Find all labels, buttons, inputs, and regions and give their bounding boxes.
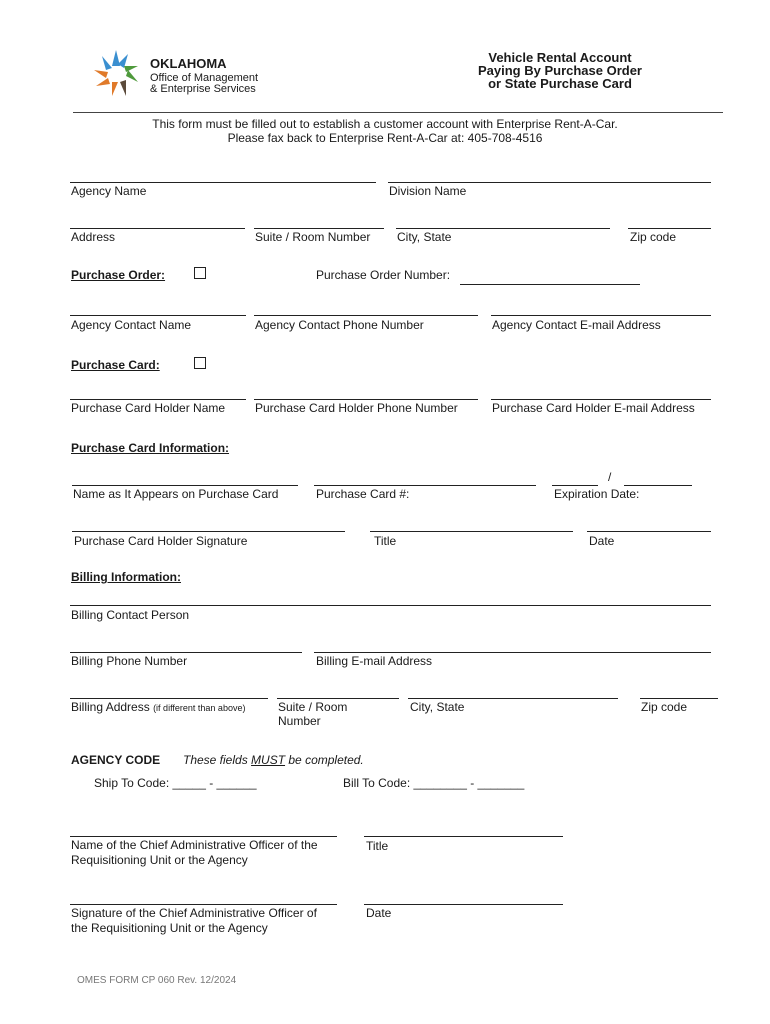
purchase-order-checkbox[interactable] (194, 267, 206, 279)
billing-city-state-label: City, State (410, 700, 465, 714)
logo-name: OKLAHOMA (150, 56, 227, 71)
card-holder-phone-label: Purchase Card Holder Phone Number (255, 401, 458, 415)
billing-email-label: Billing E-mail Address (316, 654, 433, 668)
purchase-order-label: Purchase Order: (71, 268, 166, 282)
billing-suite-field[interactable] (277, 698, 399, 699)
billing-contact-person-label: Billing Contact Person (71, 608, 190, 622)
division-name-label: Division Name (389, 184, 467, 198)
cao-date-label: Date (366, 906, 392, 920)
ship-to-code-field[interactable]: Ship To Code: _____ - ______ (94, 776, 257, 790)
billing-address-text: Billing Address (71, 700, 150, 714)
zip-field[interactable] (628, 228, 711, 229)
billing-city-state-field[interactable] (408, 698, 618, 699)
card-holder-name-field[interactable] (70, 399, 246, 400)
billing-address-field[interactable] (70, 698, 268, 699)
purchase-card-label: Purchase Card: (71, 358, 160, 372)
agency-code-note-post: be completed. (285, 753, 364, 767)
expiration-label: Expiration Date: (554, 487, 640, 501)
name-on-card-label: Name as It Appears on Purchase Card (73, 487, 279, 501)
cao-signature-label-1: Signature of the Chief Administrative Officer of (71, 906, 317, 920)
billing-address-label (71, 700, 245, 714)
address-field[interactable] (70, 228, 245, 229)
form-footer: OMES FORM CP 060 Rev. 12/2024 (77, 975, 237, 986)
cao-signature-field[interactable] (70, 904, 337, 905)
agency-contact-email-label: Agency Contact E-mail Address (492, 318, 661, 332)
city-state-field[interactable] (396, 228, 610, 229)
agency-code-note (183, 753, 364, 767)
billing-address-note: (if different than above) (153, 703, 246, 713)
division-name-field[interactable] (388, 182, 711, 183)
cao-title-field[interactable] (364, 836, 563, 837)
card-title-field[interactable] (370, 531, 573, 532)
po-number-label: Purchase Order Number: (316, 268, 451, 282)
expiration-slash: / (608, 470, 612, 484)
card-holder-signature-label: Purchase Card Holder Signature (74, 534, 248, 548)
address-label: Address (71, 230, 116, 244)
card-date-field[interactable] (587, 531, 711, 532)
oklahoma-star-logo-icon (90, 48, 142, 100)
billing-phone-field[interactable] (70, 652, 302, 653)
logo-line3: & Enterprise Services (150, 83, 256, 95)
name-on-card-field[interactable] (72, 485, 298, 486)
card-number-label: Purchase Card #: (316, 487, 410, 501)
card-holder-email-field[interactable] (491, 399, 711, 400)
card-holder-signature-field[interactable] (72, 531, 345, 532)
billing-suite-label-1: Suite / Room (278, 700, 348, 714)
po-number-field[interactable] (460, 284, 640, 285)
zip-label: Zip code (630, 230, 677, 244)
intro-line2: Please fax back to Enterprise Rent-A-Car at: 405-708-4516 (227, 131, 543, 145)
cao-name-label-2: Requisitioning Unit or the Agency (71, 853, 248, 867)
form-title-line1: Vehicle Rental Account (488, 50, 632, 65)
card-number-field[interactable] (314, 485, 536, 486)
agency-contact-phone-label: Agency Contact Phone Number (255, 318, 424, 332)
expiration-year-field[interactable] (624, 485, 692, 486)
form-title-line3: or State Purchase Card (488, 76, 632, 91)
cao-name-field[interactable] (70, 836, 337, 837)
cao-name-label-1: Name of the Chief Administrative Officer of the (71, 838, 318, 852)
form-title-line2: Paying By Purchase Order (477, 63, 642, 78)
cao-date-field[interactable] (364, 904, 563, 905)
agency-name-field[interactable] (70, 182, 376, 183)
purchase-card-checkbox[interactable] (194, 357, 206, 369)
card-title-label: Title (374, 534, 397, 548)
billing-zip-field[interactable] (640, 698, 718, 699)
expiration-month-field[interactable] (552, 485, 598, 486)
billing-zip-label: Zip code (641, 700, 688, 714)
card-holder-name-label: Purchase Card Holder Name (71, 401, 226, 415)
card-info-heading: Purchase Card Information: (71, 441, 230, 455)
billing-email-field[interactable] (314, 652, 711, 653)
intro-line1: This form must be filled out to establish a customer account with Enterprise Rent-A-Car. (152, 117, 618, 131)
billing-suite-label-2: Number (278, 714, 321, 728)
logo-line2: Office of Management (150, 72, 259, 84)
billing-phone-label: Billing Phone Number (71, 654, 188, 668)
agency-code-heading: AGENCY CODE (71, 753, 161, 767)
agency-contact-phone-field[interactable] (254, 315, 478, 316)
agency-contact-email-field[interactable] (491, 315, 711, 316)
header-divider (73, 112, 723, 113)
agency-code-note-pre: These fields (183, 753, 252, 767)
billing-heading: Billing Information: (71, 570, 181, 584)
card-holder-phone-field[interactable] (254, 399, 478, 400)
cao-title-label: Title (366, 839, 389, 853)
billing-contact-person-field[interactable] (70, 605, 711, 606)
suite-room-label: Suite / Room Number (255, 230, 371, 244)
agency-name-label: Agency Name (71, 184, 147, 198)
bill-to-code-field[interactable]: Bill To Code: ________ - _______ (343, 776, 525, 790)
suite-room-field[interactable] (254, 228, 384, 229)
card-holder-email-label: Purchase Card Holder E-mail Address (492, 401, 695, 415)
agency-code-note-must: MUST (251, 753, 286, 767)
card-date-label: Date (589, 534, 615, 548)
cao-signature-label-2: the Requisitioning Unit or the Agency (71, 921, 268, 935)
city-state-label: City, State (397, 230, 452, 244)
agency-contact-name-label: Agency Contact Name (71, 318, 192, 332)
agency-contact-name-field[interactable] (70, 315, 246, 316)
